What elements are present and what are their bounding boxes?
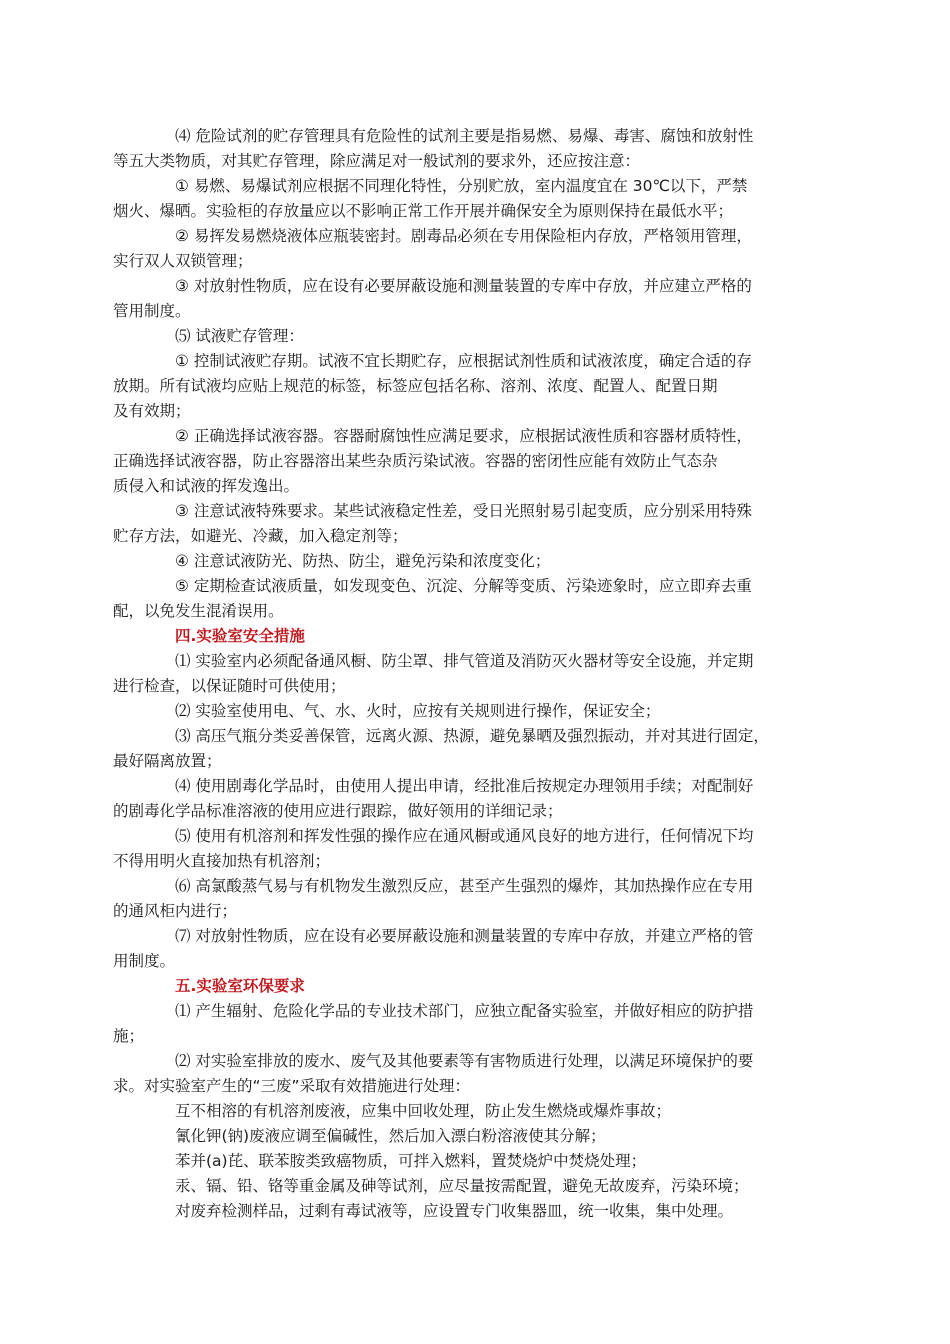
text-line: ⑷ 使用剧毒化学品时，由使用人提出申请，经批准后按规定办理领用手续；对配制好 (175, 777, 754, 795)
list-item (113, 649, 812, 699)
text-line: 贮存方法，如避光、冷藏，加入稳定剂等； (113, 527, 408, 545)
list-item (113, 1049, 812, 1099)
paragraph-quality-check (113, 574, 812, 624)
paragraph-volatile (113, 224, 812, 274)
text-line: 的剧毒化学品标准溶液的使用应进行跟踪，做好领用的详细记录； (113, 802, 563, 820)
waste-item: 氰化钾(钠)废液应调至偏碱性，然后加入漂白粉溶液使其分解； (175, 1127, 606, 1145)
list-item (113, 924, 812, 974)
text-line: 求。对实验室产生的“三废”采取有效措施进行处理： (113, 1077, 471, 1095)
list-item (113, 999, 812, 1049)
text-line: ⑵ 对实验室排放的废水、废气及其他要素等有害物质进行处理，以满足环境保护的要 (175, 1052, 754, 1070)
list-item (113, 824, 812, 874)
waste-item: 互不相溶的有机溶剂废液，应集中回收处理，防止发生燃烧或爆炸事故； (175, 1102, 672, 1120)
text-line: 施； (113, 1027, 145, 1045)
paragraph-radioactive (113, 274, 812, 324)
paragraph-solution-storage-title (144, 324, 812, 349)
text-line: ④ 注意试液防光、防热、防尘，避免污染和浓度变化； (175, 552, 551, 570)
text-line: ⑴ 产生辐射、危险化学品的专业技术部门，应独立配备实验室，并做好相应的防护措 (175, 1002, 754, 1020)
text-line: ⑶ 高压气瓶分类妥善保管，远离火源、热源，避免暴晒及强烈振动，并对其进行固定， (175, 727, 769, 745)
text-line: 烟火、爆晒。实验柜的存放量应以不影响正常工作开展并确保安全为原则保持在最低水平； (113, 202, 734, 220)
waste-item: 汞、镉、铅、铬等重金属及砷等试剂，应尽量按需配置，避免无故废弃，污染环境； (175, 1177, 749, 1195)
text-line: ② 正确选择试液容器。容器耐腐蚀性应满足要求，应根据试液性质和容器材质特性， (175, 427, 752, 445)
text-line: 及有效期； (113, 402, 191, 420)
text-line: ③ 注意试液特殊要求。某些试液稳定性差，受日光照射易引起变质，应分别采用特殊 (175, 502, 752, 520)
text-line: ⑵ 实验室使用电、气、水、火时，应按有关规则进行操作，保证安全； (175, 702, 661, 720)
waste-item: 对废弃检测样品，过剩有毒试液等，应设置专门收集器皿，统一收集，集中处理。 (175, 1202, 734, 1220)
waste-item: 苯并(a)芘、联苯胺类致癌物质，可拌入燃料，置焚烧炉中焚烧处理； (175, 1152, 647, 1170)
list-item (113, 724, 812, 774)
text-line: ⑷ 危险试剂的贮存管理具有危险性的试剂主要是指易燃、易爆、毒害、腐蚀和放射性 (175, 127, 754, 145)
paragraph-protection (144, 549, 812, 574)
list-item (144, 699, 812, 724)
text-line: ⑸ 使用有机溶剂和挥发性强的操作应在通风橱或通风良好的地方进行，任何情况下均 (175, 827, 754, 845)
text-line: 管用制度。 (113, 302, 191, 320)
text-line: ⑹ 高氯酸蒸气易与有机物发生激烈反应，甚至产生强烈的爆炸，其加热操作应在专用 (175, 877, 754, 895)
text-line: 进行检查，以保证随时可供使用； (113, 677, 346, 695)
paragraph-special-requirements (113, 499, 812, 549)
text-line: 不得用明火直接加热有机溶剂； (113, 852, 331, 870)
text-line: 等五大类物质，对其贮存管理，除应满足对一般试剂的要求外，还应按注意： (113, 152, 641, 170)
paragraph-reagent-storage (113, 124, 812, 174)
paragraph-flammable (113, 174, 812, 224)
section-heading-environment: 五.实验室环保要求 (175, 977, 305, 995)
text-line: ① 控制试液贮存期。试液不宜长期贮存，应根据试剂性质和试液浓度，确定合适的存 (175, 352, 752, 370)
section-heading-safety: 四.实验室安全措施 (175, 627, 305, 645)
text-line: ② 易挥发易燃烧液体应瓶装密封。剧毒品必须在专用保险柜内存放，严格领用管理， (175, 227, 752, 245)
list-item (113, 874, 812, 924)
list-item (113, 774, 812, 824)
paragraph-container-choice (113, 424, 812, 499)
text-line: 放期。所有试液均应贴上规范的标签，标签应包括名称、溶剂、浓度、配置人、配置日期 (113, 377, 718, 395)
text-line: ⑸ 试液贮存管理： (175, 327, 304, 345)
text-line: ⑤ 定期检查试液质量，如发现变色、沉淀、分解等变质、污染迹象时，应立即弃去重 (175, 577, 752, 595)
text-line: 正确选择试液容器，防止容器溶出某些杂质污染试液。容器的密闭性应能有效防止气态杂 (113, 452, 718, 470)
text-line: 的通风柜内进行； (113, 902, 238, 920)
text-line: ⑴ 实验室内必须配备通风橱、防尘罩、排气管道及消防灭火器材等安全设施，并定期 (175, 652, 754, 670)
text-line: ③ 对放射性物质，应在设有必要屏蔽设施和测量装置的专库中存放，并应建立严格的 (175, 277, 752, 295)
text-line: 最好隔离放置； (113, 752, 222, 770)
text-line: 用制度。 (113, 952, 176, 970)
paragraph-storage-period (113, 349, 812, 424)
text-line: 配，以免发生混淆误用。 (113, 602, 284, 620)
text-line: 质侵入和试液的挥发逸出。 (113, 477, 300, 495)
text-line: ① 易燃、易爆试剂应根据不同理化特性，分别贮放，室内温度宜在 30℃以下，严禁 (175, 177, 748, 195)
document-page (113, 124, 812, 1224)
text-line: ⑺ 对放射性物质，应在设有必要屏蔽设施和测量装置的专库中存放，并建立严格的管 (175, 927, 754, 945)
text-line: 实行双人双锁管理； (113, 252, 253, 270)
